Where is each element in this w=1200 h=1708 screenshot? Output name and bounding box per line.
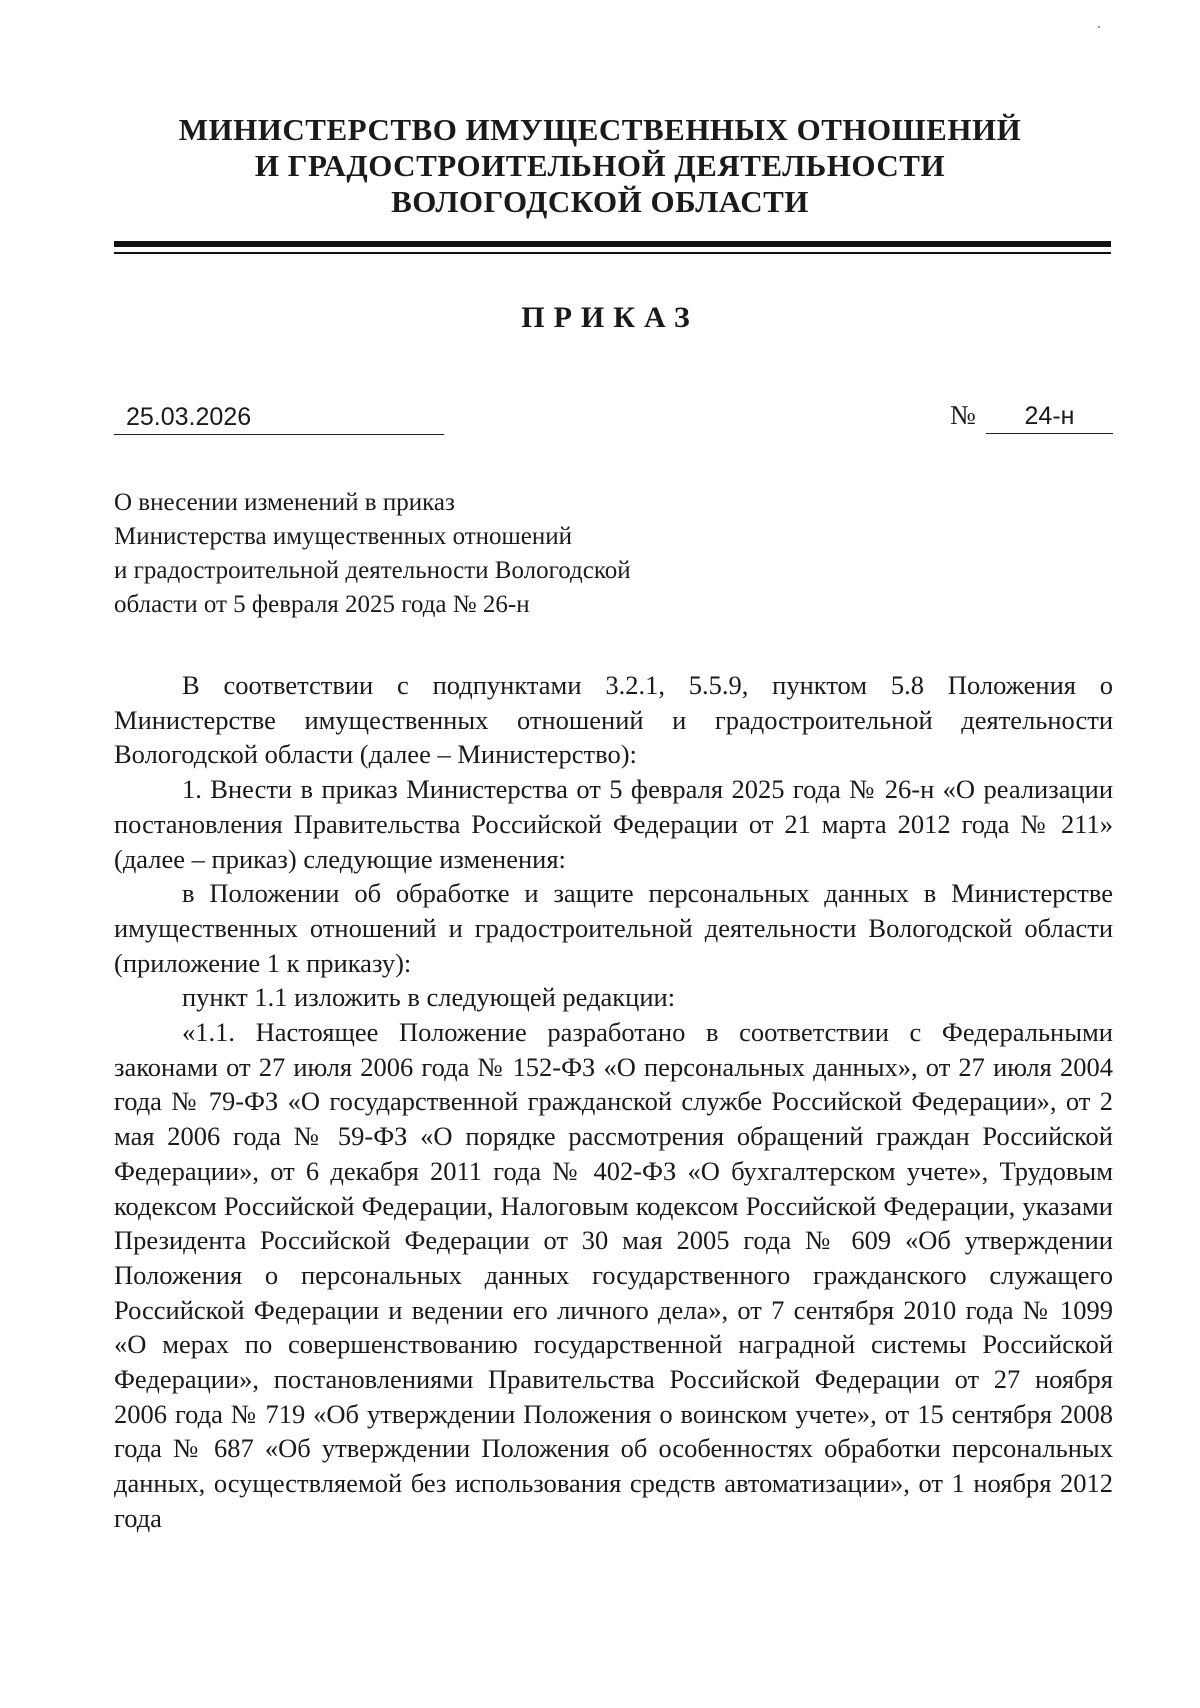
document-number [950, 398, 1120, 434]
ministry-header-line: И ГРАДОСТРОИТЕЛЬНОЙ ДЕЯТЕЛЬНОСТИ [254, 148, 946, 183]
header-divider-thin [114, 252, 1111, 254]
body-paragraph-item-1: 1. Внести в приказ Министерства от 5 февраля 2025 года № 26-н «О реализации постановления Правительства Российской Федерации от 21 марта 2012 года № 211» (далее – приказ) следующие изменения: [114, 774, 1113, 874]
body-paragraph-preamble: В соответствии с подпунктами 3.2.1, 5.5.9, пунктом 5.8 Положения о Министерстве имущественных отношений и градостроительной деятельности Вологодской области (далее – Министерство): [114, 670, 1113, 770]
subject-line: и градостроительной деятельности Вологодской [114, 557, 631, 584]
subject-line: области от 5 февраля 2025 года № 26-н [114, 591, 530, 618]
ministry-header-line: МИНИСТЕРСТВО ИМУЩЕСТВЕННЫХ ОТНОШЕНИЙ [178, 112, 1022, 147]
number-value: 24-н [986, 399, 1113, 434]
subject-line: Министерства имущественных отношений [114, 523, 573, 550]
ministry-header [0, 112, 1200, 220]
scan-speck [1098, 26, 1100, 28]
body-paragraph-new-wording: «1.1. Настоящее Положение разработано в соответствии с Федеральными законами от 27 июля 2006 года № 152-ФЗ «О персональных данных», от 27 июля 2004 года № 79-ФЗ «О государственной гражданской службе Российской Федерации», от 2 мая 2006 года № 59-ФЗ «О порядке рассмотрения обращений граждан Российской Федерации», от 6 декабря 2011 года № 402-ФЗ «О бухгалтерском учете», Трудовым кодексом Российской Федерации, Налоговым кодексом Российской Федерации, указами Президента Российской Федерации от 30 мая 2005 года № 609 «Об утверждении Положения о персональных данных государственного гражданского служащего Российской Федерации и ведении его личного дела», от 7 сентября 2010 года № 1099 «О мерах по совершенствованию государственной наградной системы Российской Федерации», постановлениями Правительства Российской Федерации от 27 ноября 2006 года № 719 «Об утверждении Положения о воинском учете», от 15 сентября 2008 года № 687 «Об утверждении Положения об особенностях обработки персональных данных, осуществляемой без использования средств автоматизации», от 1 ноября 2012 года [114, 1017, 1113, 1533]
header-divider-thick [114, 241, 1111, 247]
document-subject [114, 486, 754, 622]
body-paragraph-clause: пункт 1.1 изложить в следующей редакции: [182, 982, 676, 1013]
number-sign: № [950, 400, 976, 430]
ministry-header-line: ВОЛОГОДСКОЙ ОБЛАСТИ [391, 184, 809, 219]
subject-line: О внесении изменений в приказ [114, 489, 455, 516]
body-paragraph-regulation: в Положении об обработке и защите персональных данных в Министерстве имущественных отношений и градостроительной деятельности Вологодской области (приложение 1 к приказу): [114, 878, 1113, 978]
document-type-title: ПРИКАЗ [521, 301, 699, 334]
document-body [114, 668, 1113, 1536]
document-date: 25.03.2026 [114, 400, 444, 435]
